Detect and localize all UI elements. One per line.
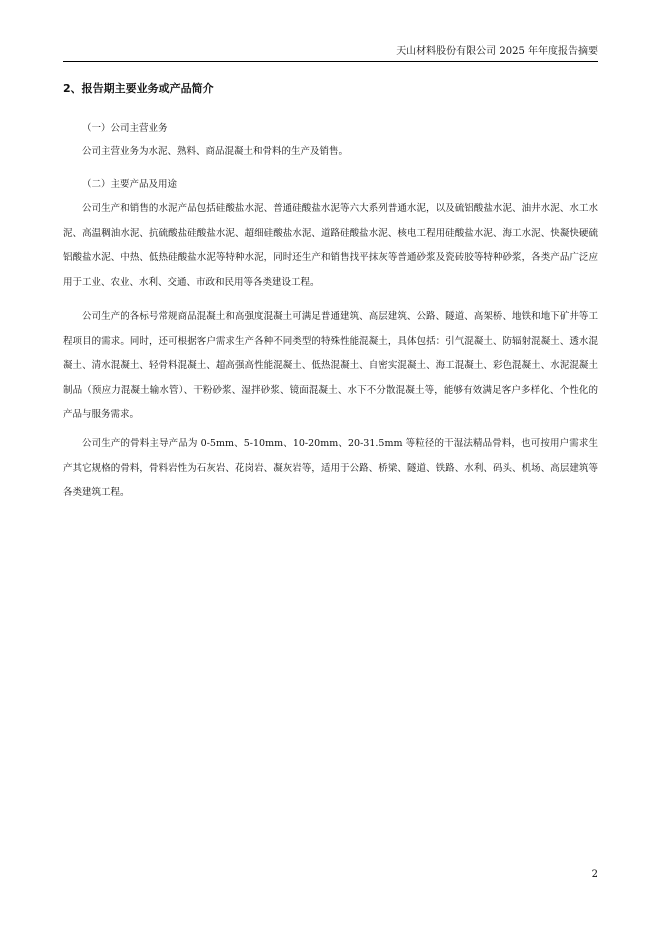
main-products-heading: （二）主要产品及用途 (82, 179, 178, 190)
page-number: 2 (591, 869, 598, 880)
header-title: 天山材料股份有限公司 2025 年年度报告摘要 (396, 46, 598, 57)
concrete-products-paragraph: 公司生产的各标号常规商品混凝土和高强度混凝土可满足普通建筑、高层建筑、公路、隧道、高架桥、地铁和地下矿井等工程项目的需求。同时，还可根据客户需求生产各种不同类型的特殊性能混凝土，具体包括：引气混凝土、防辐射混凝土、透水混凝土、清水混凝土、轻骨料混凝土、超高强高性能混凝土、低热混凝土、自密实混凝土、海工混凝土、彩色混凝土、水泥混凝土制品（预应力混凝土输水管）、干粉砂浆、湿拌砂浆、镜面混凝土、水下不分散混凝土等，能够有效满足客户多样化、个性化的产品与服务需求。 (63, 311, 598, 420)
main-business-paragraph: 公司主营业务为水泥、熟料、商品混凝土和骨料的生产及销售。 (82, 146, 349, 157)
main-business-heading: （一）公司主营业务 (82, 123, 168, 134)
section-title: 2、报告期主要业务或产品简介 (63, 82, 214, 95)
header-divider (63, 61, 598, 62)
aggregate-products-paragraph: 公司生产的骨料主导产品为 0-5mm、5-10mm、10-20mm、20-31.5mm 等粒径的干湿法精品骨料，也可按用户需求生产其它规格的骨料，骨料岩性为石灰岩、花岗岩、凝灰岩等，适用于公路、桥梁、隧道、铁路、水利、码头、机场、高层建筑等各类建筑工程。 (63, 438, 598, 498)
cement-products-paragraph: 公司生产和销售的水泥产品包括硅酸盐水泥、普通硅酸盐水泥等六大系列普通水泥，以及硫铝酸盐水泥、油井水泥、水工水泥、高温稠油水泥、抗硫酸盐硅酸盐水泥、超细硅酸盐水泥、道路硅酸盐水泥、核电工程用硅酸盐水泥、海工水泥、快凝快硬硫铝酸盐水泥、中热、低热硅酸盐水泥等特种水泥，同时还生产和销售找平抹灰等普通砂浆及瓷砖胶等特种砂浆，各类产品广泛应用于工业、农业、水利、交通、市政和民用等各类建设工程。 (63, 203, 598, 288)
